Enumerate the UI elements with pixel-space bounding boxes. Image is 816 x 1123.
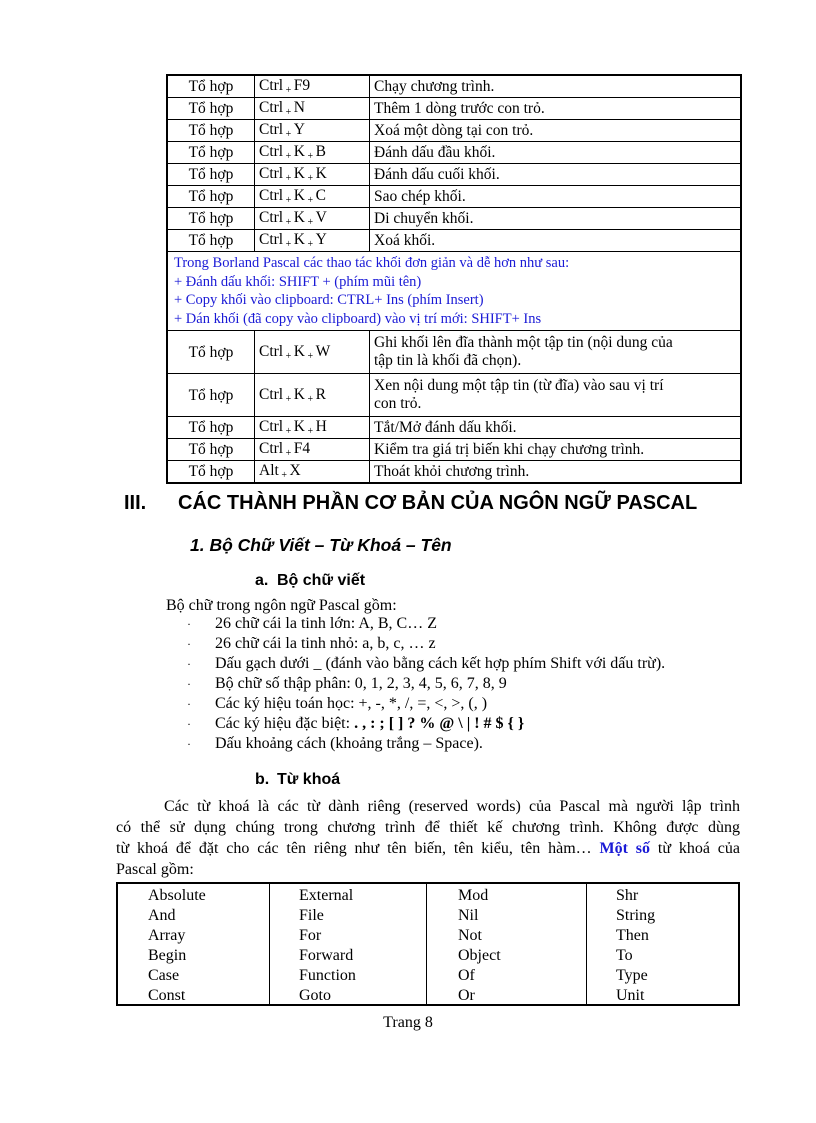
key-name: K — [293, 231, 305, 248]
key-name: C — [315, 187, 326, 204]
keyword: Forward — [299, 947, 354, 964]
key-name: Ctrl — [259, 143, 284, 160]
key-name: K — [315, 165, 327, 182]
bullet-icon: · — [187, 737, 191, 751]
shortcut-keys — [255, 208, 370, 230]
keyword: Array — [148, 927, 186, 944]
charset-intro: Bộ chữ trong ngôn ngữ Pascal gồm: — [166, 597, 397, 614]
paragraph-text: từ khoá của — [650, 840, 741, 857]
key-name: Ctrl — [259, 418, 284, 435]
key-name: Ctrl — [259, 385, 284, 403]
shortcut-action: Xoá khối. — [370, 230, 742, 252]
list-item-text: 26 chữ cái la tinh lớn: A, B, C… Z — [215, 615, 437, 632]
plus-sign: + — [304, 393, 316, 405]
key-name: Alt — [259, 462, 279, 479]
key-name: K — [293, 342, 305, 360]
key-name: V — [315, 209, 327, 226]
shortcut-type: Tổ hợp — [167, 98, 255, 120]
shortcut-type: Tổ hợp — [167, 208, 255, 230]
plus-sign: + — [283, 448, 294, 459]
key-name: K — [293, 165, 305, 182]
bullet-icon: · — [187, 717, 191, 731]
highlight-text: Một số — [599, 840, 651, 857]
keyword: Of — [458, 967, 475, 984]
column-divider — [269, 884, 270, 1004]
plus-sign: + — [283, 173, 294, 184]
key-name: Ctrl — [259, 121, 284, 138]
key-name: F9 — [293, 77, 311, 94]
list-item — [187, 674, 665, 694]
bullet-icon: · — [187, 657, 191, 671]
shortcut-row — [167, 417, 741, 439]
plus-sign: + — [283, 151, 294, 162]
keyword: Object — [458, 947, 501, 964]
shortcut-table — [166, 74, 742, 484]
shortcut-keys — [255, 186, 370, 208]
keyword-column — [616, 886, 655, 1006]
subsection-heading — [190, 535, 452, 556]
action-line: Ghi khối lên đĩa thành một tập tin (nội dung của — [374, 334, 673, 351]
plus-sign: + — [283, 393, 294, 405]
keyword: And — [148, 907, 176, 924]
plus-sign: + — [283, 239, 294, 250]
shortcut-type: Tổ hợp — [167, 230, 255, 252]
note-line: + Đánh dấu khối: SHIFT + (phím mũi tên) — [174, 273, 422, 290]
list-item-text: Các ký hiệu đặc biệt: — [215, 715, 355, 732]
keyword: Nil — [458, 907, 479, 924]
shortcut-action: Thoát khỏi chương trình. — [370, 461, 742, 484]
keyword-column — [148, 886, 206, 1006]
paragraph-line: Pascal gồm: — [116, 861, 194, 878]
plus-sign: + — [283, 195, 294, 206]
list-item — [187, 694, 665, 714]
shortcut-keys — [255, 120, 370, 142]
plus-sign: + — [283, 107, 294, 118]
shortcut-action: Đánh dấu cuối khối. — [370, 164, 742, 186]
list-item — [187, 734, 665, 754]
shortcut-keys — [255, 164, 370, 186]
bullet-icon: · — [187, 697, 191, 711]
shortcut-type: Tổ hợp — [167, 331, 255, 374]
keyword: Begin — [148, 947, 187, 964]
key-name: Y — [293, 121, 305, 138]
shortcut-action: Di chuyển khối. — [370, 208, 742, 230]
shortcut-keys — [255, 142, 370, 164]
paragraph-line — [116, 838, 740, 859]
keyword: Absolute — [148, 887, 206, 904]
key-name: K — [293, 187, 305, 204]
keyword: Type — [616, 967, 648, 984]
plus-sign: + — [304, 426, 316, 437]
keyword: To — [616, 947, 633, 964]
keyword: Not — [458, 927, 482, 944]
plus-sign: + — [304, 151, 316, 162]
key-name: K — [293, 385, 305, 403]
plus-sign: + — [283, 129, 294, 140]
list-item-text: Các ký hiệu toán học: +, -, *, /, =, <, >, (, ) — [215, 695, 488, 712]
key-name: Y — [315, 231, 327, 248]
plus-sign: + — [304, 173, 316, 184]
key-name: H — [315, 418, 327, 435]
shortcut-row — [167, 439, 741, 461]
shortcut-keys — [255, 439, 370, 461]
shortcut-action: Sao chép khối. — [370, 186, 742, 208]
shortcut-row — [167, 230, 741, 252]
shortcut-type: Tổ hợp — [167, 164, 255, 186]
key-name: F4 — [293, 440, 311, 457]
shortcut-type: Tổ hợp — [167, 75, 255, 98]
action-line: Xen nội dung một tập tin (từ đĩa) vào sau vị trí — [374, 377, 664, 394]
key-name: K — [293, 209, 305, 226]
shortcut-action: Thêm 1 dòng trước con trỏ. — [370, 98, 742, 120]
keyword: Unit — [616, 987, 645, 1004]
charset-heading — [255, 572, 365, 590]
keyword: Shr — [616, 887, 639, 904]
action-line: tập tin là khối đã chọn). — [374, 352, 522, 369]
keyword-column — [299, 886, 356, 1006]
shortcut-keys — [255, 417, 370, 439]
shortcut-type: Tổ hợp — [167, 120, 255, 142]
key-name: Ctrl — [259, 187, 284, 204]
paragraph-text: từ khoá để đặt cho các tên riêng như tên biến, tên kiểu, tên hàm… — [116, 840, 600, 857]
shortcut-action: Kiểm tra giá trị biến khi chạy chương trình. — [370, 439, 742, 461]
shortcut-action: Tắt/Mở đánh dấu khối. — [370, 417, 742, 439]
note-line: Trong Borland Pascal các thao tác khối đơn giản và dễ hơn như sau: — [174, 255, 570, 271]
keyword: File — [299, 907, 324, 924]
keyword: Case — [148, 967, 180, 984]
charset-heading-text: Bộ chữ viết — [277, 572, 366, 589]
list-item-text: Bộ chữ số thập phân: 0, 1, 2, 3, 4, 5, 6, 7, 8, 9 — [215, 675, 507, 692]
shortcut-row — [167, 331, 741, 374]
key-name: K — [293, 418, 305, 435]
key-name: Ctrl — [259, 165, 284, 182]
shortcut-action — [370, 331, 742, 374]
subsection-number: 1. — [190, 535, 205, 555]
section-heading — [124, 492, 697, 515]
shortcut-action: Chạy chương trình. — [370, 75, 742, 98]
shortcut-row — [167, 120, 741, 142]
key-name: K — [293, 143, 305, 160]
list-item-text: 26 chữ cái la tinh nhỏ: a, b, c, … z — [215, 635, 436, 652]
key-name: X — [289, 462, 301, 479]
shortcut-action: Đánh dấu đầu khối. — [370, 142, 742, 164]
key-name: N — [293, 99, 305, 116]
shortcut-keys — [255, 230, 370, 252]
bullet-icon: · — [187, 617, 191, 631]
key-name: Ctrl — [259, 77, 284, 94]
shortcut-row — [167, 208, 741, 230]
paragraph-line: có thể sử dụng chúng trong chương trình để thiết kế chương trình. Không được dùng — [116, 819, 740, 836]
list-item-text: Dấu gạch dưới _ (đánh vào bằng cách kết hợp phím Shift với dấu trừ). — [215, 655, 666, 672]
plus-sign: + — [304, 195, 316, 206]
key-name: Ctrl — [259, 99, 284, 116]
key-name: Ctrl — [259, 440, 284, 457]
key-name: Ctrl — [259, 231, 284, 248]
keywords-paragraph — [116, 796, 740, 880]
plus-sign: + — [283, 350, 294, 362]
keyword: Function — [299, 967, 356, 984]
note-line: + Dán khối (đã copy vào clipboard) vào vị trí mới: SHIFT+ Ins — [174, 310, 542, 327]
plus-sign: + — [278, 470, 290, 481]
keywords-heading — [255, 771, 340, 789]
key-name: W — [315, 342, 331, 360]
keyword: Or — [458, 987, 475, 1004]
plus-sign: + — [304, 239, 316, 250]
keywords-heading-text: Từ khoá — [277, 771, 341, 788]
bullet-icon: · — [187, 637, 191, 651]
shortcut-row — [167, 374, 741, 417]
column-divider — [426, 884, 427, 1004]
keyword: String — [616, 907, 656, 924]
bullet-icon: · — [187, 677, 191, 691]
keyword: For — [299, 927, 322, 944]
shortcut-keys — [255, 461, 370, 484]
list-item — [187, 654, 665, 674]
keyword-table — [116, 882, 740, 1006]
key-name: B — [315, 143, 326, 160]
shortcut-keys — [255, 98, 370, 120]
shortcut-type: Tổ hợp — [167, 186, 255, 208]
note-line: + Copy khối vào clipboard: CTRL+ Ins (phím Insert) — [174, 292, 484, 308]
column-divider — [586, 884, 587, 1004]
plus-sign: + — [304, 350, 316, 362]
shortcut-keys — [255, 331, 370, 374]
shortcut-row — [167, 186, 741, 208]
shortcut-type: Tổ hợp — [167, 417, 255, 439]
list-item — [187, 634, 665, 654]
keywords-heading-number: b. — [255, 771, 270, 788]
plus-sign: + — [283, 426, 294, 437]
list-item-text: Dấu khoảng cách (khoảng trắng – Space). — [215, 735, 483, 752]
paragraph-line: Các từ khoá là các từ dành riêng (reserved words) của Pascal mà người lập trình — [164, 798, 740, 815]
plus-sign: + — [283, 217, 294, 228]
keyword: Then — [616, 927, 649, 944]
action-line: con trỏ. — [374, 395, 422, 412]
shortcut-type: Tổ hợp — [167, 461, 255, 484]
plus-sign: + — [283, 85, 294, 96]
shortcut-type: Tổ hợp — [167, 439, 255, 461]
shortcut-type: Tổ hợp — [167, 374, 255, 417]
shortcut-row — [167, 164, 741, 186]
charset-list — [187, 614, 665, 754]
plus-sign: + — [304, 217, 316, 228]
list-item — [187, 614, 665, 634]
shortcut-row — [167, 142, 741, 164]
charset-heading-number: a. — [255, 572, 269, 589]
shortcut-keys — [255, 75, 370, 98]
keyword-column — [458, 886, 501, 1006]
keyword: Const — [148, 987, 186, 1004]
section-number: III. — [124, 492, 147, 514]
page-number: Trang 8 — [383, 1014, 433, 1031]
key-name: R — [315, 385, 326, 403]
shortcut-action — [370, 374, 742, 417]
key-name: Ctrl — [259, 209, 284, 226]
subsection-title: Bộ Chữ Viết – Từ Khoá – Tên — [209, 535, 452, 555]
keyword: Goto — [299, 987, 331, 1004]
keyword: External — [299, 887, 354, 904]
shortcut-keys — [255, 374, 370, 417]
section-title: CÁC THÀNH PHẦN CƠ BẢN CỦA NGÔN NGỮ PASCAL — [178, 492, 698, 514]
block-ops-note — [167, 252, 741, 331]
shortcut-row — [167, 98, 741, 120]
shortcut-row — [167, 75, 741, 98]
special-symbols: . , : ; [ ] ? % @ \ | ! # $ { } — [354, 715, 525, 732]
shortcut-type: Tổ hợp — [167, 142, 255, 164]
shortcut-row — [167, 461, 741, 484]
keyword: Mod — [458, 887, 489, 904]
list-item — [187, 714, 665, 734]
shortcut-action: Xoá một dòng tại con trỏ. — [370, 120, 742, 142]
key-name: Ctrl — [259, 342, 284, 360]
